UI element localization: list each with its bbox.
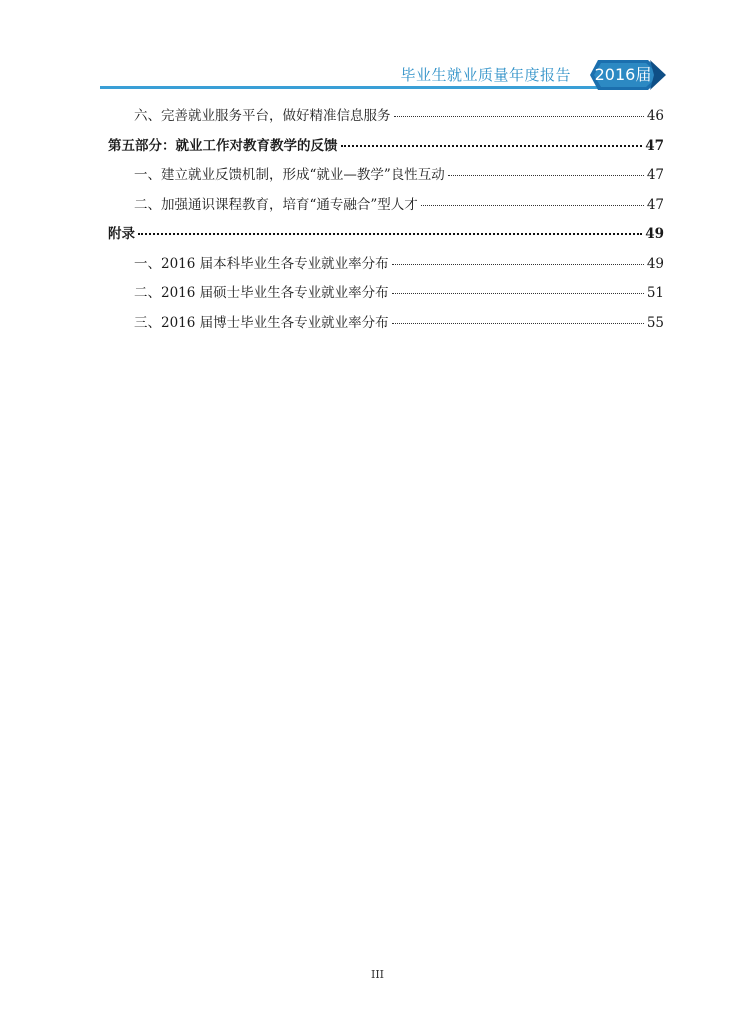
toc-entry[interactable] [108,311,664,341]
toc-entry-part[interactable] [108,222,664,252]
toc-entry[interactable] [108,281,664,311]
toc-entry[interactable] [108,163,664,193]
toc-leader-dots [392,263,644,265]
toc-entry[interactable] [108,104,664,134]
page-header [0,0,755,96]
toc-leader-dots [392,292,644,294]
toc-entry[interactable] [108,252,664,282]
toc-entry-label: 一、建立就业反馈机制，形成“就业—教学”良性互动 [134,167,445,183]
toc-entry-label: 三、2016 届博士毕业生各专业就业率分布 [134,314,389,331]
toc-entry-page: 51 [646,285,664,301]
toc-entry-page: 49 [645,226,664,242]
toc-entry-label: 六、完善就业服务平台，做好精准信息服务 [134,108,391,124]
toc-entry-label: 二、2016 届硕士毕业生各专业就业率分布 [134,285,389,301]
toc-leader-dots [138,232,642,235]
toc-leader-dots [448,174,644,176]
toc-entry-page: 46 [646,108,664,124]
toc-entry-label: 一、2016 届本科毕业生各专业就业率分布 [134,255,389,272]
toc-entry-page: 47 [646,167,664,183]
year-badge-text: 2016届 [594,65,652,84]
toc-leader-dots [392,322,644,324]
header-rule [100,86,600,89]
toc-leader-dots [341,144,643,147]
toc-leader-dots [421,204,644,206]
toc-entry[interactable] [108,193,664,223]
toc-entry-label: 二、加强通识课程教育，培育“通专融合”型人才 [134,196,418,213]
page-number: III [370,968,385,981]
table-of-contents [108,104,664,340]
toc-entry-page: 55 [646,314,664,331]
toc-entry-part[interactable] [108,134,664,164]
header-title: 毕业生就业质量年度报告 [400,66,571,84]
toc-entry-page: 49 [646,255,664,272]
toc-entry-label: 第五部分：就业工作对教育教学的反馈 [108,137,338,154]
toc-entry-page: 47 [645,137,664,154]
toc-entry-label: 附录 [108,226,135,242]
toc-entry-page: 47 [646,196,664,213]
toc-leader-dots [394,115,644,117]
